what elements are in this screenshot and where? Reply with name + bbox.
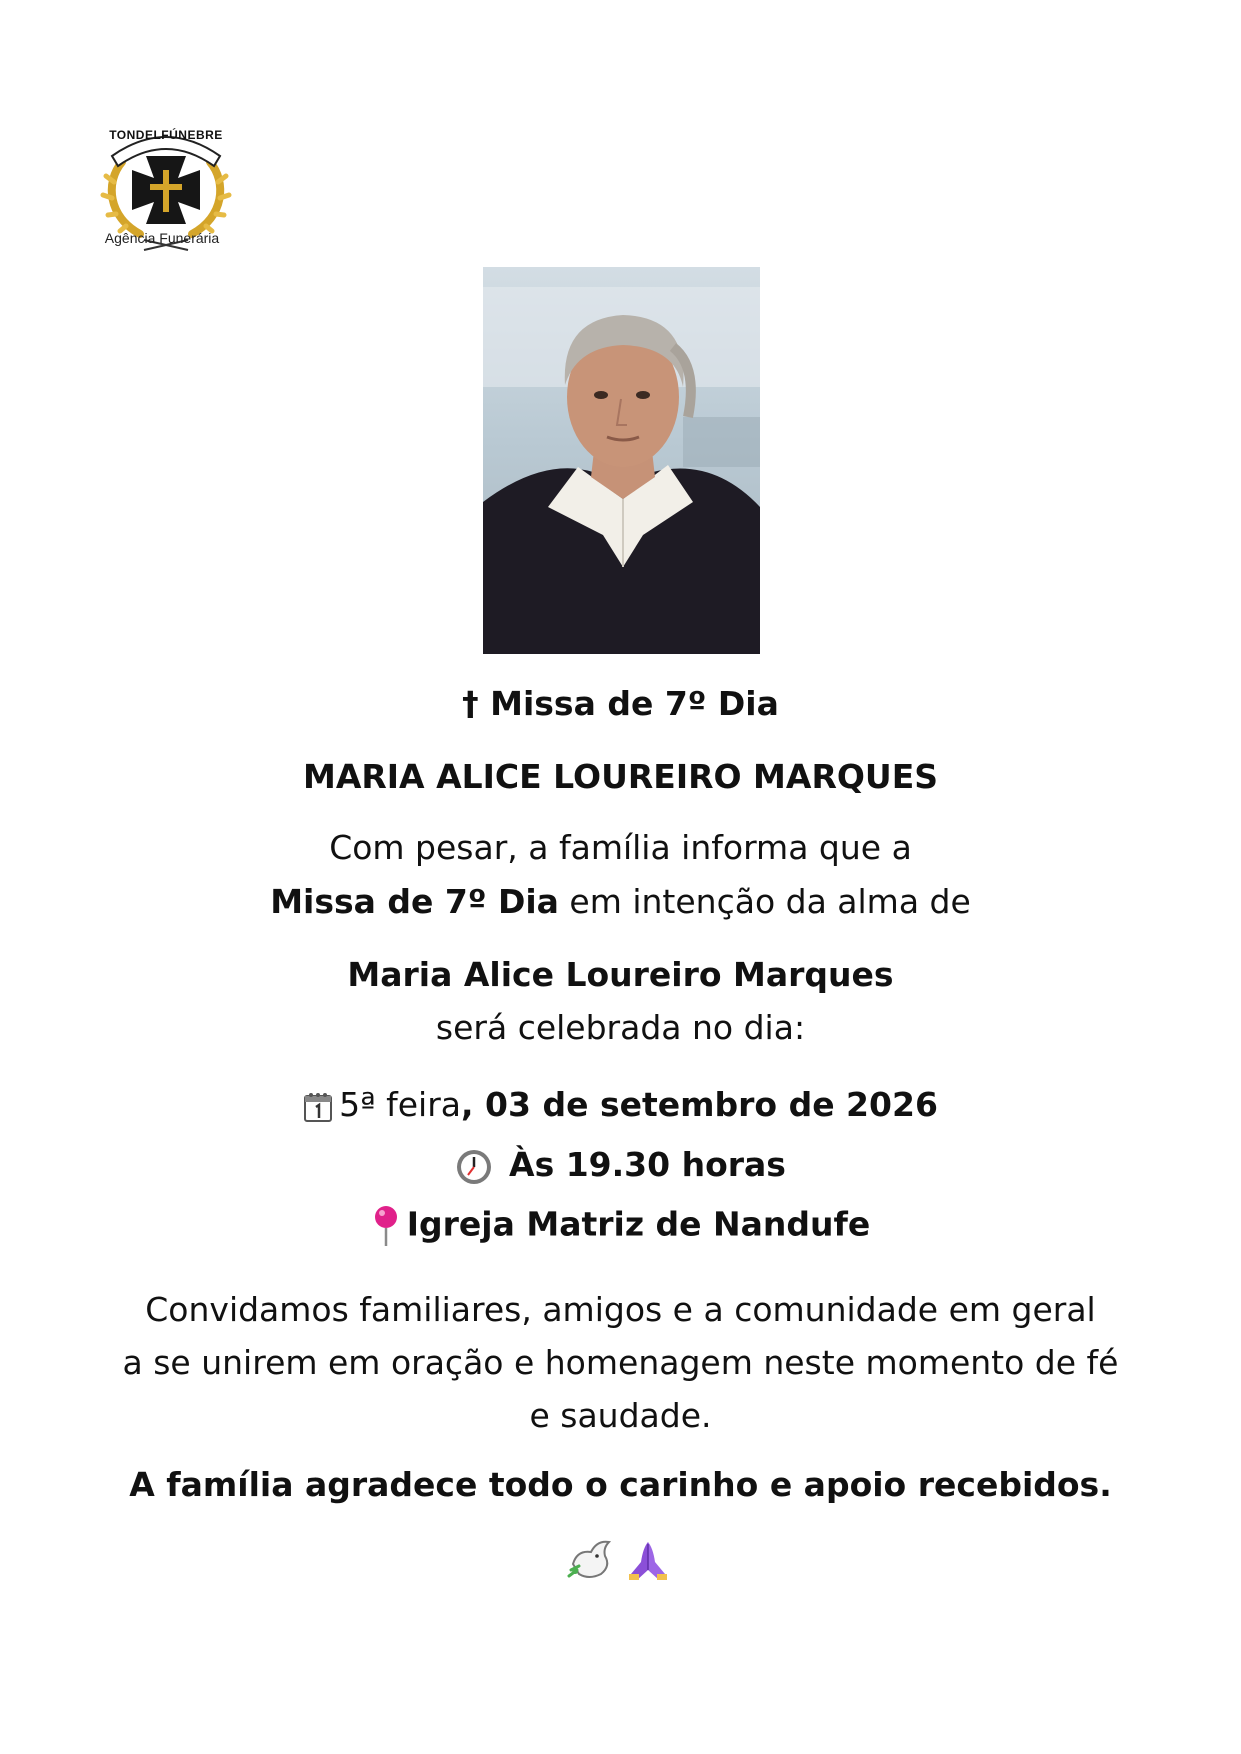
event-location <box>0 1204 1241 1248</box>
intro-line-1: Com pesar, a família informa que a <box>329 828 912 867</box>
event-time-text: Às 19.30 horas <box>509 1145 786 1184</box>
invitation-line-3: e saudade. <box>529 1396 712 1435</box>
pushpin-icon <box>371 1204 401 1248</box>
latin-cross-icon: † <box>462 684 479 723</box>
event-time <box>0 1145 1241 1186</box>
event-date <box>0 1085 1241 1124</box>
portrait-photo <box>483 267 760 654</box>
intro-line-2 <box>0 882 1241 921</box>
deceased-name: Maria Alice Loureiro Marques <box>347 955 894 994</box>
praying-hands-icon <box>625 1536 671 1587</box>
heading-title: Missa de 7º Dia <box>490 684 779 723</box>
event-weekday: 5ª feira <box>339 1085 462 1124</box>
footer-icons <box>567 1536 677 1584</box>
thanks-text: A família agradece todo o carinho e apoio recebidos. <box>129 1465 1112 1504</box>
invitation-line-2: a se unirem em oração e homenagem neste momento de fé <box>122 1343 1119 1382</box>
deceased-name-upper: MARIA ALICE LOUREIRO MARQUES <box>302 757 939 796</box>
invitation-line-1: Convidamos familiares, amigos e a comunidade em geral <box>145 1290 1096 1329</box>
logo-brand-text: TONDELFÚNEBRE <box>109 128 223 142</box>
dove-icon <box>567 1536 615 1587</box>
calendar-icon <box>303 1091 333 1123</box>
clock-icon <box>455 1148 493 1186</box>
intro-bold: Missa de 7º Dia <box>270 882 559 921</box>
intro-rest: em intenção da alma de <box>558 882 971 921</box>
celebrated-text: será celebrada no dia: <box>435 1008 806 1047</box>
event-date-text: , 03 de setembro de 2026 <box>461 1085 938 1124</box>
logo-caption: Agência Funerária <box>104 230 220 246</box>
mass-heading <box>0 684 1241 723</box>
event-location-text: Igreja Matriz de Nandufe <box>406 1204 871 1244</box>
